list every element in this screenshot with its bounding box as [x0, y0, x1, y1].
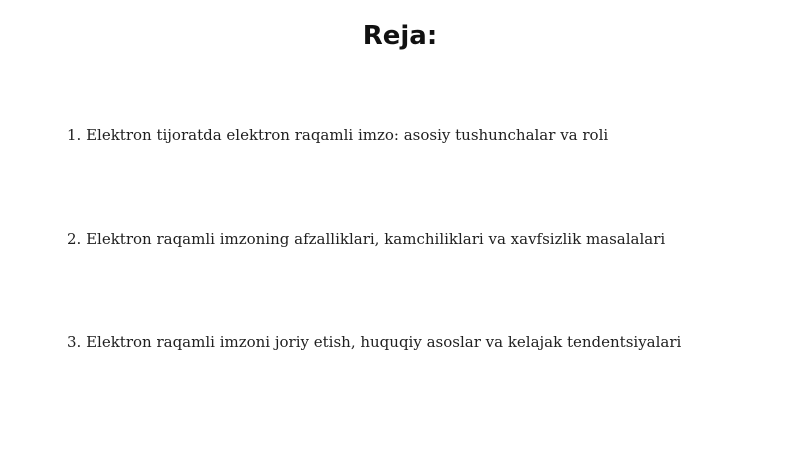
- plan-item-2: 2. Elektron raqamli imzoning afzalliklari, kamchiliklari va xavfsizlik masalalari: [67, 230, 666, 248]
- plan-item-1: 1. Elektron tijoratda elektron raqamli imzo: asosiy tushunchalar va roli: [67, 126, 609, 144]
- plan-item-3: 3. Elektron raqamli imzoni joriy etish, huquqiy asoslar va kelajak tendentsiyalari: [67, 333, 682, 351]
- slide-title: Reja:: [362, 21, 438, 51]
